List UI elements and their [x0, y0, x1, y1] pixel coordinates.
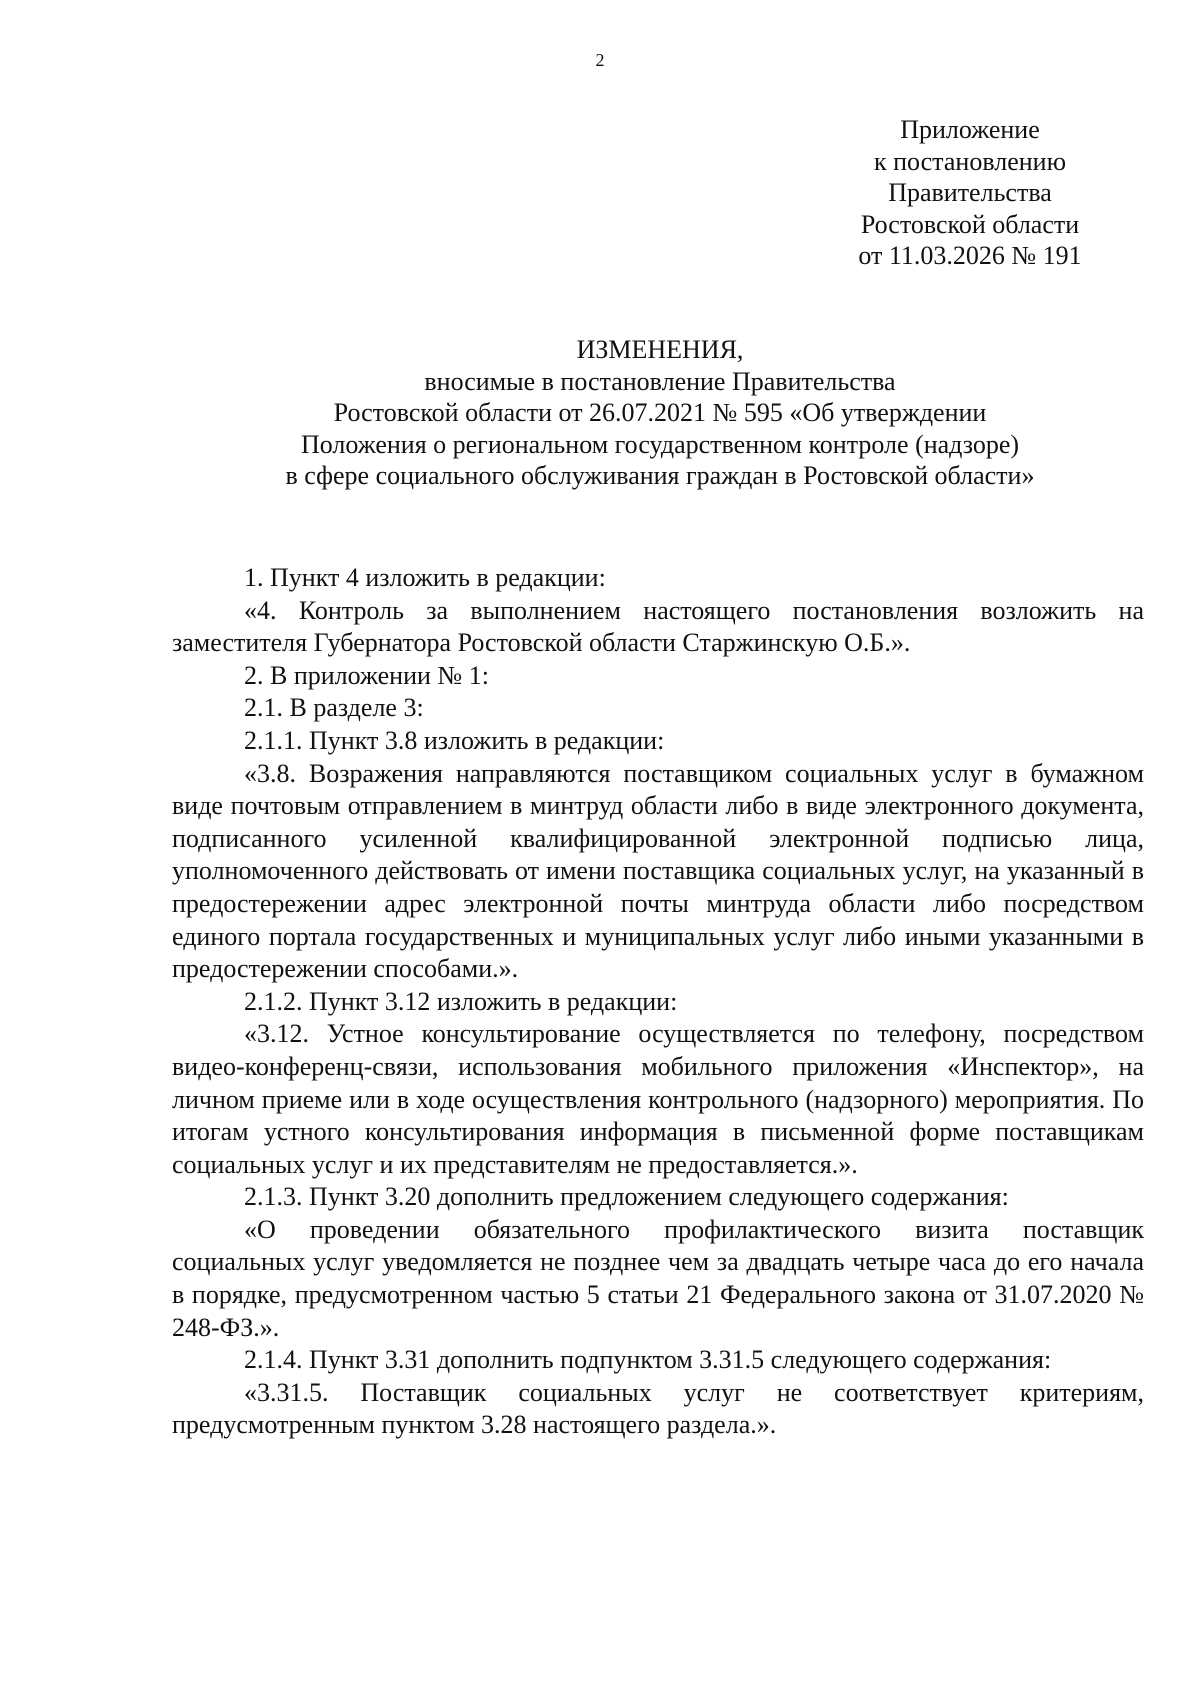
paragraph-item-4-text: «4. Контроль за выполнением настоящего постановления возложить на заместителя Губернатора Ростовской области Старжинскую О.Б.».: [172, 595, 1144, 658]
paragraph-item-2-1-2: 2.1.2. Пункт 3.12 изложить в редакции:: [244, 986, 678, 1016]
paragraph-item-3-12-text: «3.12. Устное консультирование осуществляется по телефону, посредством видео-конференц-связи, использования мобильного приложения «Инспектор», на личном приеме или в ходе осуществления контрольного (надзорного) мероприятия. По итогам устного консультирования информация в письменной форме поставщикам социальных услуг и их представителям не предоставляется.».: [172, 1019, 1144, 1179]
paragraph-item-3-31-5-text: «3.31.5. Поставщик социальных услуг не соответствует критериям, предусмотренным пунктом 3.28 настоящего раздела.».: [172, 1377, 1144, 1440]
paragraph-item-2-1: 2.1. В разделе 3:: [244, 693, 424, 723]
paragraph-item-2: 2. В приложении № 1:: [244, 660, 489, 690]
paragraph-item-2-1-1: 2.1.1. Пункт 3.8 изложить в редакции:: [244, 725, 665, 755]
appendix-line: Правительства: [888, 178, 1052, 207]
document-subtitle-line: Ростовской области от 26.07.2021 № 595 «Об утверждении: [333, 398, 987, 427]
appendix-line: Приложение: [900, 115, 1040, 144]
appendix-date-number: от 11.03.2026 № 191: [858, 241, 1082, 270]
paragraph-item-1: 1. Пункт 4 изложить в редакции:: [244, 563, 606, 592]
appendix-line: к постановлению: [873, 146, 1067, 176]
page-number: 2: [595, 50, 605, 70]
document-subtitle-line: в сфере социального обслуживания граждан в Ростовской области»: [285, 461, 1035, 490]
paragraph-item-3-8-text: «3.8. Возражения направляются поставщиком социальных услуг в бумажном виде почтовым отправлением в минтруд области либо в виде электронного документа, подписанного усиленной квалифицированной электронной подписью лица, уполномоченного действовать от имени поставщика социальных услуг, на указанный в предостережении адрес электронной почты минтруда области либо посредством единого портала государственных и муниципальных услуг либо иными указанными в предостережении способами.».: [172, 758, 1144, 984]
document-body: [172, 562, 1144, 1442]
appendix-line: Ростовской области: [860, 209, 1080, 239]
document-title: ИЗМЕНЕНИЯ,: [576, 335, 744, 364]
paragraph-item-2-1-4: 2.1.4. Пункт 3.31 дополнить подпунктом 3.31.5 следующего содержания:: [244, 1345, 1052, 1375]
document-heading: [120, 334, 1200, 492]
paragraph-item-3-20-text: «О проведении обязательного профилактического визита поставщик социальных услуг уведомляется не позднее чем за двадцать четыре часа до его начала в порядке, предусмотренном частью 5 статьи 21 Федерального закона от 31.07.2020 № 248-ФЗ.».: [172, 1214, 1144, 1342]
appendix-block: [820, 114, 1120, 272]
document-subtitle-line: Положения о региональном государственном контроле (надзоре): [300, 429, 1020, 459]
document-subtitle-line: вносимые в постановление Правительства: [424, 366, 896, 396]
paragraph-item-2-1-3: 2.1.3. Пункт 3.20 дополнить предложением следующего содержания:: [244, 1182, 1009, 1212]
